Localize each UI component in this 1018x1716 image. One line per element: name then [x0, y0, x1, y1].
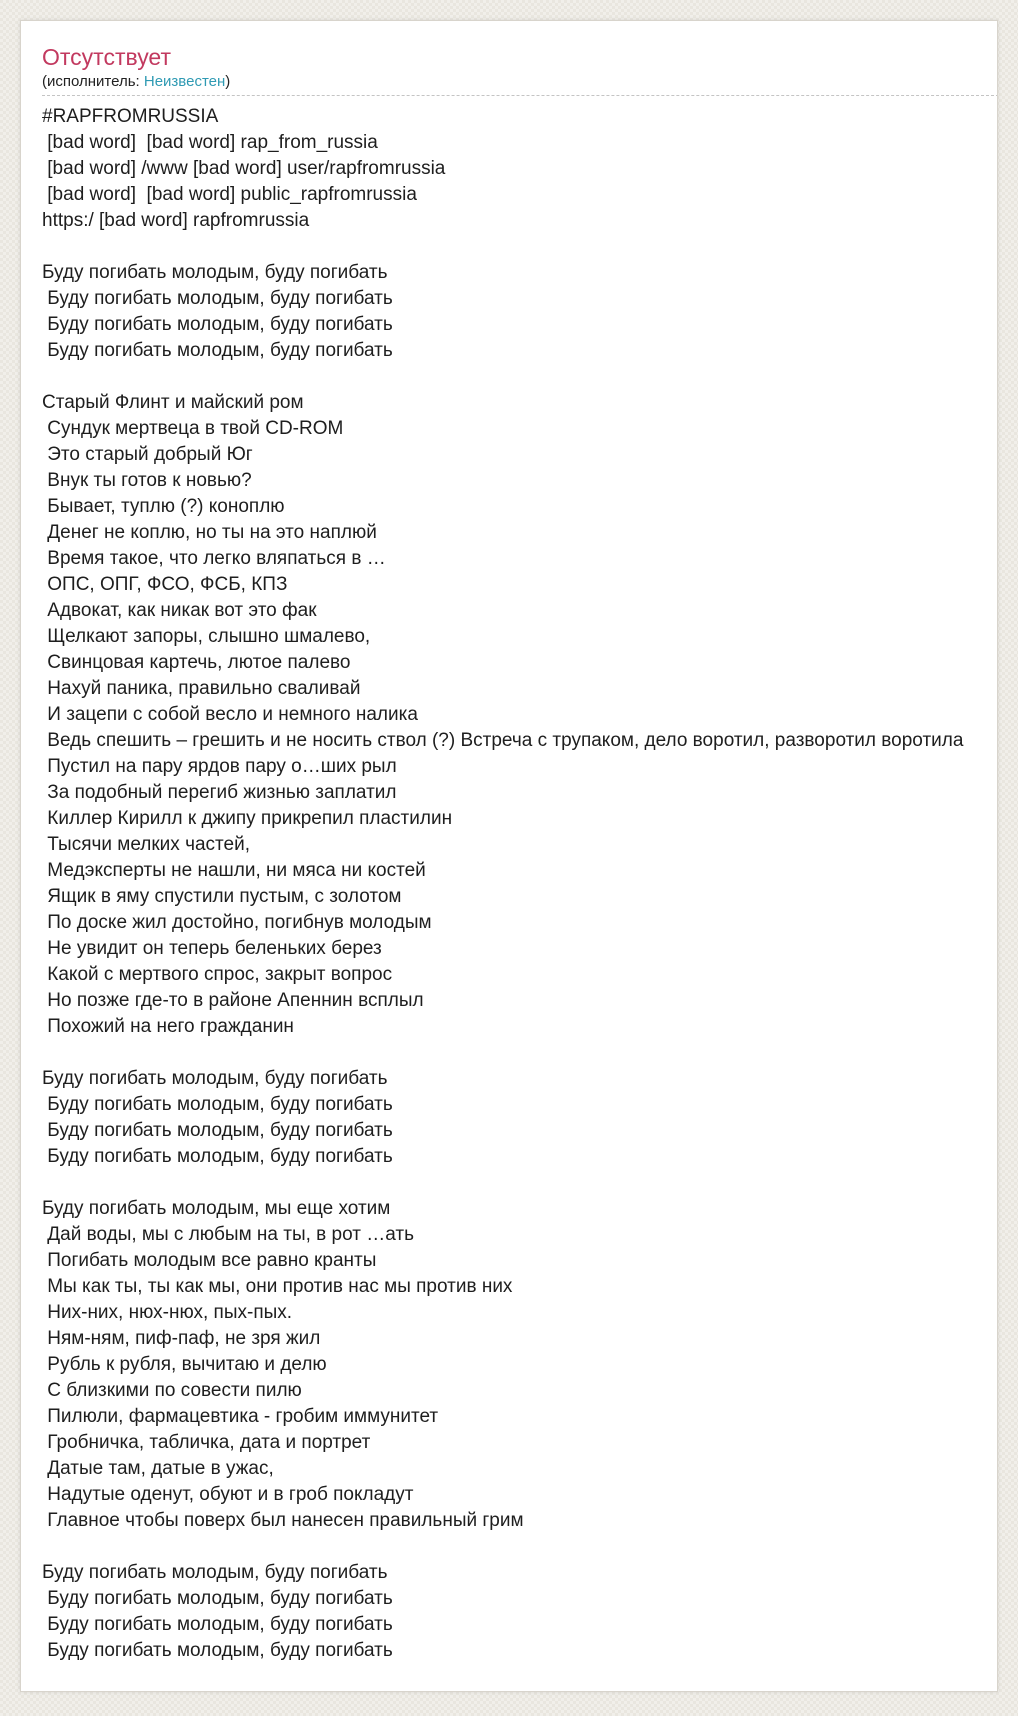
- lyric-line: Какой с мертвого спрос, закрыт вопрос: [42, 964, 393, 985]
- lyric-line: Буду погибать молодым, буду погибать: [42, 340, 393, 361]
- lyric-line: Главное чтобы поверх был нанесен правильный грим: [42, 1510, 524, 1531]
- lyric-line: Рубль к рубля, вычитаю и делю: [42, 1354, 327, 1375]
- lyric-line: [42, 1534, 998, 1560]
- lyric-line: Них-них, нюх-нюх, пых-пых.: [42, 1302, 293, 1323]
- lyric-line: И зацепи с собой весло и немного налика: [42, 704, 418, 725]
- lyric-line: Ящик в яму спустили пустым, с золотом: [42, 886, 402, 907]
- lyric-line: Буду погибать молодым, буду погибать: [42, 314, 393, 335]
- lyric-line: Буду погибать молодым, буду погибать: [42, 1588, 393, 1609]
- lyric-line: Ням-ням, пиф-паф, не зря жил: [42, 1328, 321, 1349]
- lyric-line: Медэксперты не нашли, ни мяса ни костей: [42, 860, 426, 881]
- lyric-line: Буду погибать молодым, буду погибать: [42, 1640, 393, 1661]
- lyric-line: #RAPFROMRUSSIA: [42, 106, 219, 127]
- lyrics-text: [42, 104, 998, 1664]
- lyric-line: Мы как ты, ты как мы, они против нас мы против них: [42, 1276, 513, 1297]
- lyric-line: Адвокат, как никак вот это фак: [42, 600, 317, 621]
- title-divider: [42, 95, 998, 96]
- lyric-line: [bad word] /www [bad word] user/rapfromrussia: [42, 158, 446, 179]
- lyric-line: Пустил на пару ярдов пару о…ших рыл: [42, 756, 397, 777]
- lyric-line: Похожий на него гражданин: [42, 1016, 294, 1037]
- lyric-line: [bad word] [bad word] rap_from_russia: [42, 132, 378, 153]
- lyrics-card: [20, 20, 998, 1692]
- lyric-line: Старый Флинт и майский ром: [42, 392, 304, 413]
- lyric-line: Буду погибать молодым, буду погибать: [42, 288, 393, 309]
- lyric-line: Это старый добрый Юг: [42, 444, 253, 465]
- lyric-line: Буду погибать молодым, буду погибать: [42, 1094, 393, 1115]
- lyric-line: [42, 1040, 998, 1066]
- lyric-line: Денег не коплю, но ты на это наплюй: [42, 522, 377, 543]
- lyric-line: Буду погибать молодым, буду погибать: [42, 1120, 393, 1141]
- lyric-line: Буду погибать молодым, мы еще хотим: [42, 1198, 391, 1219]
- lyric-line: Киллер Кирилл к джипу прикрепил пластилин: [42, 808, 453, 829]
- lyric-line: Буду погибать молодым, буду погибать: [42, 1068, 388, 1089]
- lyric-line: [42, 234, 998, 260]
- lyric-line: Погибать молодым все равно кранты: [42, 1250, 377, 1271]
- lyric-line: [bad word] [bad word] public_rapfromrussia: [42, 184, 417, 205]
- lyric-line: Буду погибать молодым, буду погибать: [42, 1562, 388, 1583]
- lyric-line: Время такое, что легко вляпаться в …: [42, 548, 386, 569]
- lyric-line: Датые там, датые в ужас,: [42, 1458, 274, 1479]
- lyric-line: Гробничка, табличка, дата и портрет: [42, 1432, 371, 1453]
- lyric-line: Свинцовая картечь, лютое палево: [42, 652, 351, 673]
- lyric-line: Ведь спешить – грешить и не носить ствол (?) Встреча с трупаком, дело воротил, разворотил воротила: [42, 730, 964, 751]
- lyric-line: Дай воды, мы с любым на ты, в рот …ать: [42, 1224, 415, 1245]
- lyric-line: https:/ [bad word] rapfromrussia: [42, 210, 310, 231]
- artist-suffix: ): [225, 73, 231, 90]
- lyric-line: Нахуй паника, правильно сваливай: [42, 678, 361, 699]
- lyric-line: [42, 364, 998, 390]
- lyric-line: Пилюли, фармацевтика - гробим иммунитет: [42, 1406, 439, 1427]
- lyric-line: Щелкают запоры, слышно шмалево,: [42, 626, 371, 647]
- artist-line: [42, 73, 230, 91]
- lyric-line: Надутые оденут, обуют и в гроб покладут: [42, 1484, 414, 1505]
- lyric-line: За подобный перегиб жизнью заплатил: [42, 782, 397, 803]
- lyric-line: Но позже где-то в районе Апеннин всплыл: [42, 990, 424, 1011]
- lyric-line: Не увидит он теперь беленьких берез: [42, 938, 382, 959]
- lyric-line: Буду погибать молодым, буду погибать: [42, 1614, 393, 1635]
- lyric-line: С близкими по совести пилю: [42, 1380, 302, 1401]
- lyric-line: Буду погибать молодым, буду погибать: [42, 262, 388, 283]
- lyric-line: Внук ты готов к новью?: [42, 470, 252, 491]
- artist-link[interactable]: Неизвестен: [143, 73, 226, 90]
- lyric-line: ОПС, ОПГ, ФСО, ФСБ, КПЗ: [42, 574, 288, 595]
- lyric-line: Бывает, туплю (?) коноплю: [42, 496, 285, 517]
- artist-prefix: (исполнитель:: [42, 73, 144, 90]
- lyric-line: [42, 1170, 998, 1196]
- lyric-line: Тысячи мелких частей,: [42, 834, 250, 855]
- lyric-line: По доске жил достойно, погибнув молодым: [42, 912, 432, 933]
- song-title: Отсутствует: [42, 44, 171, 70]
- lyric-line: Сундук мертвеца в твой CD-ROM: [42, 418, 344, 439]
- lyric-line: Буду погибать молодым, буду погибать: [42, 1146, 393, 1167]
